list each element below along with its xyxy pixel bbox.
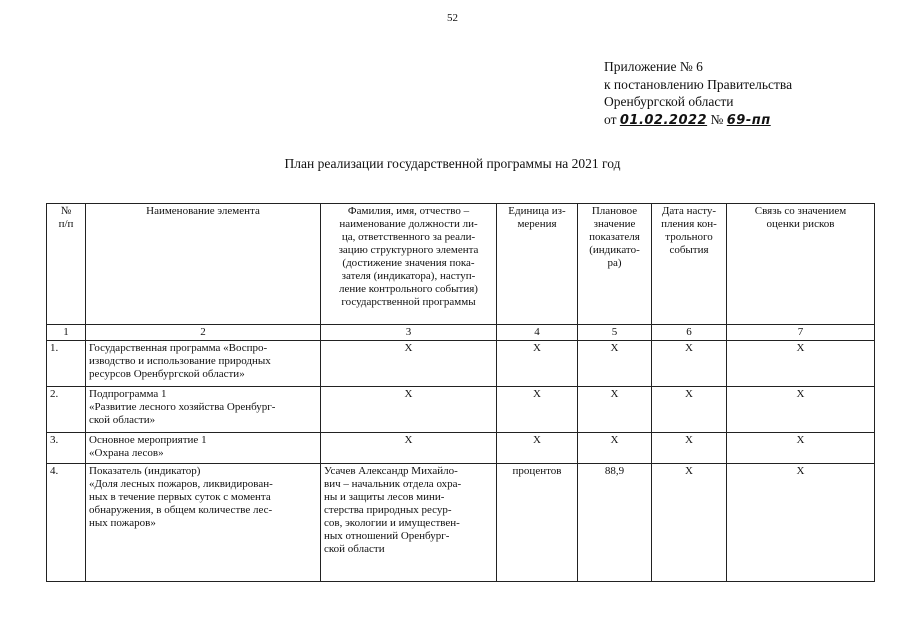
row-planned-value: Х	[578, 341, 652, 387]
handwritten-number: 69-пп	[726, 112, 771, 128]
plan-table	[46, 203, 875, 582]
appendix-date-line	[604, 111, 894, 130]
row-num: 3.	[47, 433, 86, 464]
table-row	[47, 341, 875, 387]
table-row	[47, 464, 875, 582]
page-number: 52	[447, 12, 458, 24]
row-unit: Х	[497, 433, 578, 464]
appendix-title: Приложение № 6	[604, 59, 703, 74]
table-row	[47, 387, 875, 433]
header-responsible: Фамилия, имя, отчество – наименование должности ли- ца, ответственного за реали- зацию структурного элемента (достижение значения пока- зателя (индикатора), наступ- ление контрольного события) государственной программы	[321, 204, 497, 325]
row-event-date: Х	[652, 387, 727, 433]
row-num: 2.	[47, 387, 86, 433]
header-unit: Единица из- мерения	[497, 204, 578, 325]
header-num: № п/п	[47, 204, 86, 325]
header-row	[47, 204, 875, 325]
row-unit: Х	[497, 387, 578, 433]
row-element-name: Государственная программа «Воспро- изводство и использование природных ресурсов Оренбургской области»	[86, 341, 321, 387]
row-risk-link: Х	[727, 433, 875, 464]
row-element-name: Подпрограмма 1 «Развитие лесного хозяйства Оренбург- ской области»	[86, 387, 321, 433]
row-element-name: Основное мероприятие 1 «Охрана лесов»	[86, 433, 321, 464]
header-planned-value: Плановое значение показателя (индикато- ра)	[578, 204, 652, 325]
header-risk-link: Связь со значением оценки рисков	[727, 204, 875, 325]
date-prefix: от	[604, 111, 617, 127]
row-responsible: Х	[321, 433, 497, 464]
row-event-date: Х	[652, 433, 727, 464]
row-num: 4.	[47, 464, 86, 582]
header-element-name: Наименование элемента	[86, 204, 321, 325]
row-planned-value: 88,9	[578, 464, 652, 582]
column-number: 5	[578, 325, 652, 341]
row-element-name: Показатель (индикатор) «Доля лесных пожаров, ликвидирован- ных в течение первых суток с момента обнаружения, в общем количестве лес- ных пожаров»	[86, 464, 321, 582]
column-number: 6	[652, 325, 727, 341]
column-number: 4	[497, 325, 578, 341]
row-num: 1.	[47, 341, 86, 387]
column-number: 1	[47, 325, 86, 341]
appendix-block	[604, 58, 894, 129]
row-risk-link: Х	[727, 464, 875, 582]
row-planned-value: Х	[578, 433, 652, 464]
appendix-decree: к постановлению Правительства	[604, 76, 793, 92]
column-number: 3	[321, 325, 497, 341]
header-event-date: Дата насту- пления кон- трольного события	[652, 204, 727, 325]
column-number: 7	[727, 325, 875, 341]
appendix-region: Оренбургской области	[604, 94, 734, 109]
row-event-date: Х	[652, 341, 727, 387]
row-responsible: Х	[321, 341, 497, 387]
column-number-row	[47, 325, 875, 341]
row-risk-link: Х	[727, 341, 875, 387]
row-unit: Х	[497, 341, 578, 387]
row-risk-link: Х	[727, 387, 875, 433]
row-responsible: Х	[321, 387, 497, 433]
row-event-date: Х	[652, 464, 727, 582]
row-planned-value: Х	[578, 387, 652, 433]
handwritten-date: 01.02.2022	[619, 112, 708, 128]
row-responsible: Усачев Александр Михайло- вич – начальник отдела охра- ны и защиты лесов мини- стерства природных ресур- сов, экологии и имуществен- ных отношений Оренбург- ской области	[321, 464, 497, 582]
column-number: 2	[86, 325, 321, 341]
document-title: План реализации государственной программы на 2021 год	[284, 156, 621, 171]
number-prefix: №	[710, 111, 724, 127]
table-row	[47, 433, 875, 464]
row-unit: процентов	[497, 464, 578, 582]
